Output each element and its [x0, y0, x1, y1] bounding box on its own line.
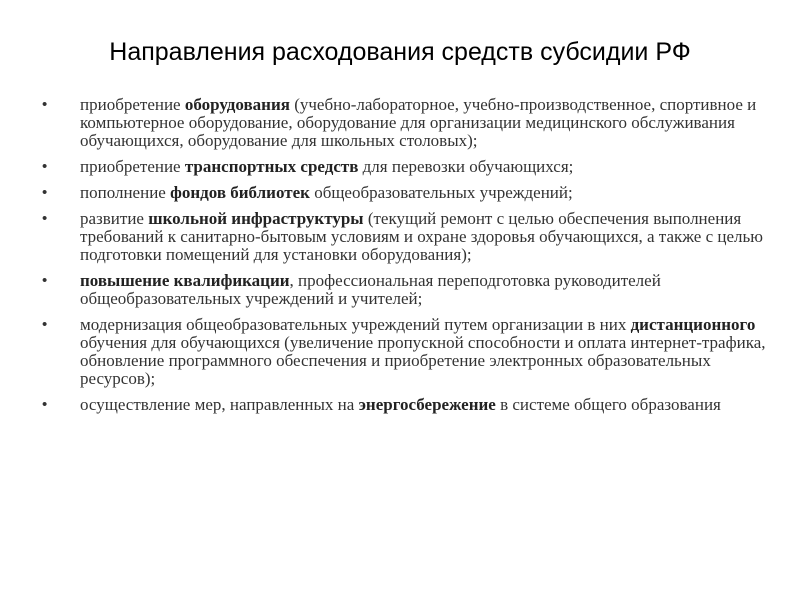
bullet-item [40, 184, 780, 202]
bullet-text-segment: пополнение [80, 183, 171, 202]
bullet-text-segment: (текущий ремонт с целью обеспечения выполнения требований к санитарно-бытовым условиям и охране здоровья обучающихся, а также с целью подготовки помещений для установки оборудования); [80, 209, 763, 264]
bullet-text-segment: в системе общего образования [495, 395, 721, 414]
bullet-text-emphasis: энергосбережение [358, 395, 496, 414]
bullet-text [80, 158, 780, 176]
bullet-text-segment: для перевозки обучающихся; [358, 157, 574, 176]
bullet-item [40, 396, 780, 414]
bullet-text-emphasis: дистанционного [630, 315, 756, 334]
bullet-marker: • [42, 316, 48, 333]
bullet-text-segment: приобретение [80, 95, 185, 114]
bullet-item [40, 316, 780, 388]
bullet-item [40, 96, 780, 150]
bullet-item [40, 210, 780, 264]
bullet-text [80, 96, 780, 150]
bullet-text-emphasis: повышение квалификации [80, 271, 290, 290]
bullet-marker: • [42, 210, 48, 227]
bullet-text-emphasis: оборудования [184, 95, 290, 114]
bullet-marker: • [42, 396, 48, 413]
bullet-text [80, 210, 780, 264]
bullet-text [80, 316, 780, 388]
bullet-text-emphasis: фондов библиотек [170, 183, 310, 202]
bullet-text [80, 184, 780, 202]
bullet-text-segment: приобретение [80, 157, 185, 176]
bullet-text-emphasis: школьной инфраструктуры [148, 209, 364, 228]
bullet-marker: • [42, 96, 48, 113]
bullet-text-segment: модернизация общеобразовательных учреждений путем организации в них [80, 315, 631, 334]
bullet-marker: • [42, 158, 48, 175]
bullet-marker: • [42, 184, 48, 201]
bullet-text [80, 396, 780, 414]
slide-title: Направления расходования средств субсидии РФ [109, 38, 691, 66]
bullet-text-segment: осуществление мер, направленных на [80, 395, 359, 414]
bullet-text-segment: развитие [80, 209, 149, 228]
bullet-text-segment: общеобразовательных учреждений; [309, 183, 573, 202]
bullet-item [40, 158, 780, 176]
bullet-text-segment: , профессиональная переподготовка руководителей общеобразовательных учреждений и учителей; [80, 271, 661, 308]
bullet-text [80, 272, 780, 308]
bullet-text-segment: (учебно-лабораторное, учебно-производственное, спортивное и компьютерное оборудование, оборудование для организации медицинского обслуживания обучающихся, оборудование для школьных столовых); [80, 95, 757, 150]
bullet-text-segment: обучения для обучающихся (увеличение пропускной способности и оплата интернет-трафика, обновление программного обеспечения и приобретение электронных образовательных ресурсов); [80, 333, 766, 388]
bullet-list [40, 96, 780, 422]
bullet-text-emphasis: транспортных средств [184, 157, 359, 176]
bullet-item [40, 272, 780, 308]
bullet-marker: • [42, 272, 48, 289]
